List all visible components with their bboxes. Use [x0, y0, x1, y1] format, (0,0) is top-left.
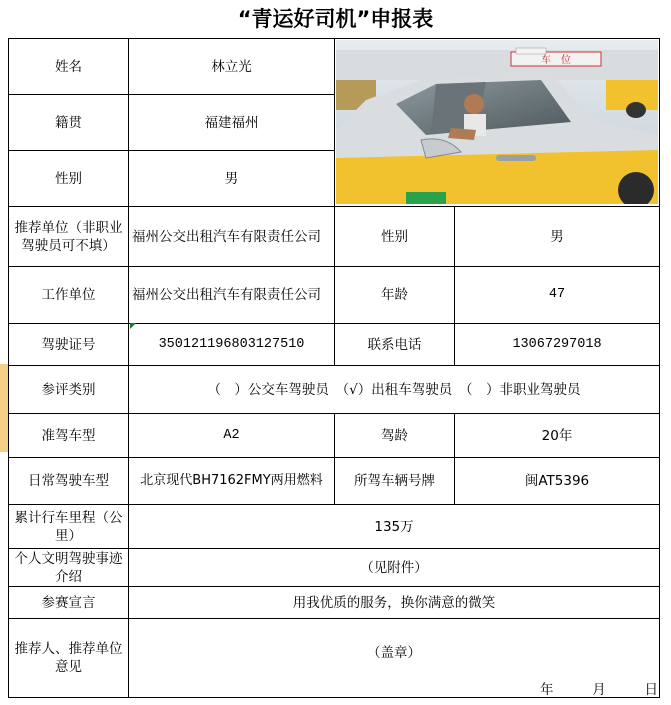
driver-photo [336, 40, 658, 204]
vehicle-type-label: 准驾车型 [9, 414, 129, 458]
license-label: 驾驶证号 [9, 324, 129, 366]
opinion-label: 推荐人、推荐单位意见 [9, 619, 129, 698]
gender-value[interactable]: 男 [129, 151, 335, 207]
date-row [540, 678, 658, 698]
recommend-unit-label: 推荐单位（非职业驾驶员可不填） [9, 207, 129, 267]
native-place-value[interactable]: 福建福州 [129, 95, 335, 151]
phone-value[interactable]: 13067297018 [455, 324, 660, 366]
daily-vehicle-label: 日常驾驶车型 [9, 458, 129, 505]
daily-vehicle-value[interactable]: 北京现代BH7162FMY两用燃料 [129, 458, 335, 505]
declaration-value[interactable]: 用我优质的服务，换你满意的微笑 [129, 587, 660, 619]
row-header-strip [0, 38, 8, 705]
gender-right-label: 性别 [335, 207, 455, 267]
driving-years-label: 驾龄 [335, 414, 455, 458]
name-label: 姓名 [9, 39, 129, 95]
taxi-driver-image [336, 40, 658, 204]
photo-sign: 车 位 [541, 55, 571, 66]
declaration-label: 参赛宣言 [9, 587, 129, 619]
deeds-label: 个人文明驾驶事迹介绍 [9, 549, 129, 587]
mileage-label: 累计行车里程（公里） [9, 505, 129, 549]
phone-label: 联系电话 [335, 324, 455, 366]
name-value[interactable]: 林立光 [129, 39, 335, 95]
date-month: 月 [592, 682, 606, 698]
gender-label: 性别 [9, 151, 129, 207]
license-value[interactable]: 350121196803127510 [129, 324, 335, 366]
stamp-text: （盖章） [367, 645, 421, 661]
cell-comment-marker [130, 323, 136, 329]
selected-row-highlight [0, 364, 8, 452]
deeds-value[interactable]: （见附件） [129, 549, 660, 587]
mileage-value[interactable]: 135万 [129, 505, 660, 549]
plate-value[interactable]: 闽AT5396 [455, 458, 660, 505]
native-place-label: 籍贯 [9, 95, 129, 151]
recommend-unit-value[interactable]: 福州公交出租汽车有限责任公司 [129, 207, 335, 267]
category-options[interactable]: （ ）公交车驾驶员 （√）出租车驾驶员 （ ）非职业驾驶员 [129, 366, 660, 414]
date-day: 日 [644, 682, 658, 698]
plate-label: 所驾车辆号牌 [335, 458, 455, 505]
gender-right-value[interactable]: 男 [455, 207, 660, 267]
driving-years-value[interactable]: 20年 [455, 414, 660, 458]
form-title: “青运好司机”申报表 [237, 7, 434, 31]
age-label: 年龄 [335, 267, 455, 324]
date-year: 年 [540, 682, 554, 698]
age-value[interactable]: 47 [455, 267, 660, 324]
work-unit-value[interactable]: 福州公交出租汽车有限责任公司 [129, 267, 335, 324]
category-label: 参评类别 [9, 366, 129, 414]
work-unit-label: 工作单位 [9, 267, 129, 324]
vehicle-type-value[interactable]: A2 [129, 414, 335, 458]
